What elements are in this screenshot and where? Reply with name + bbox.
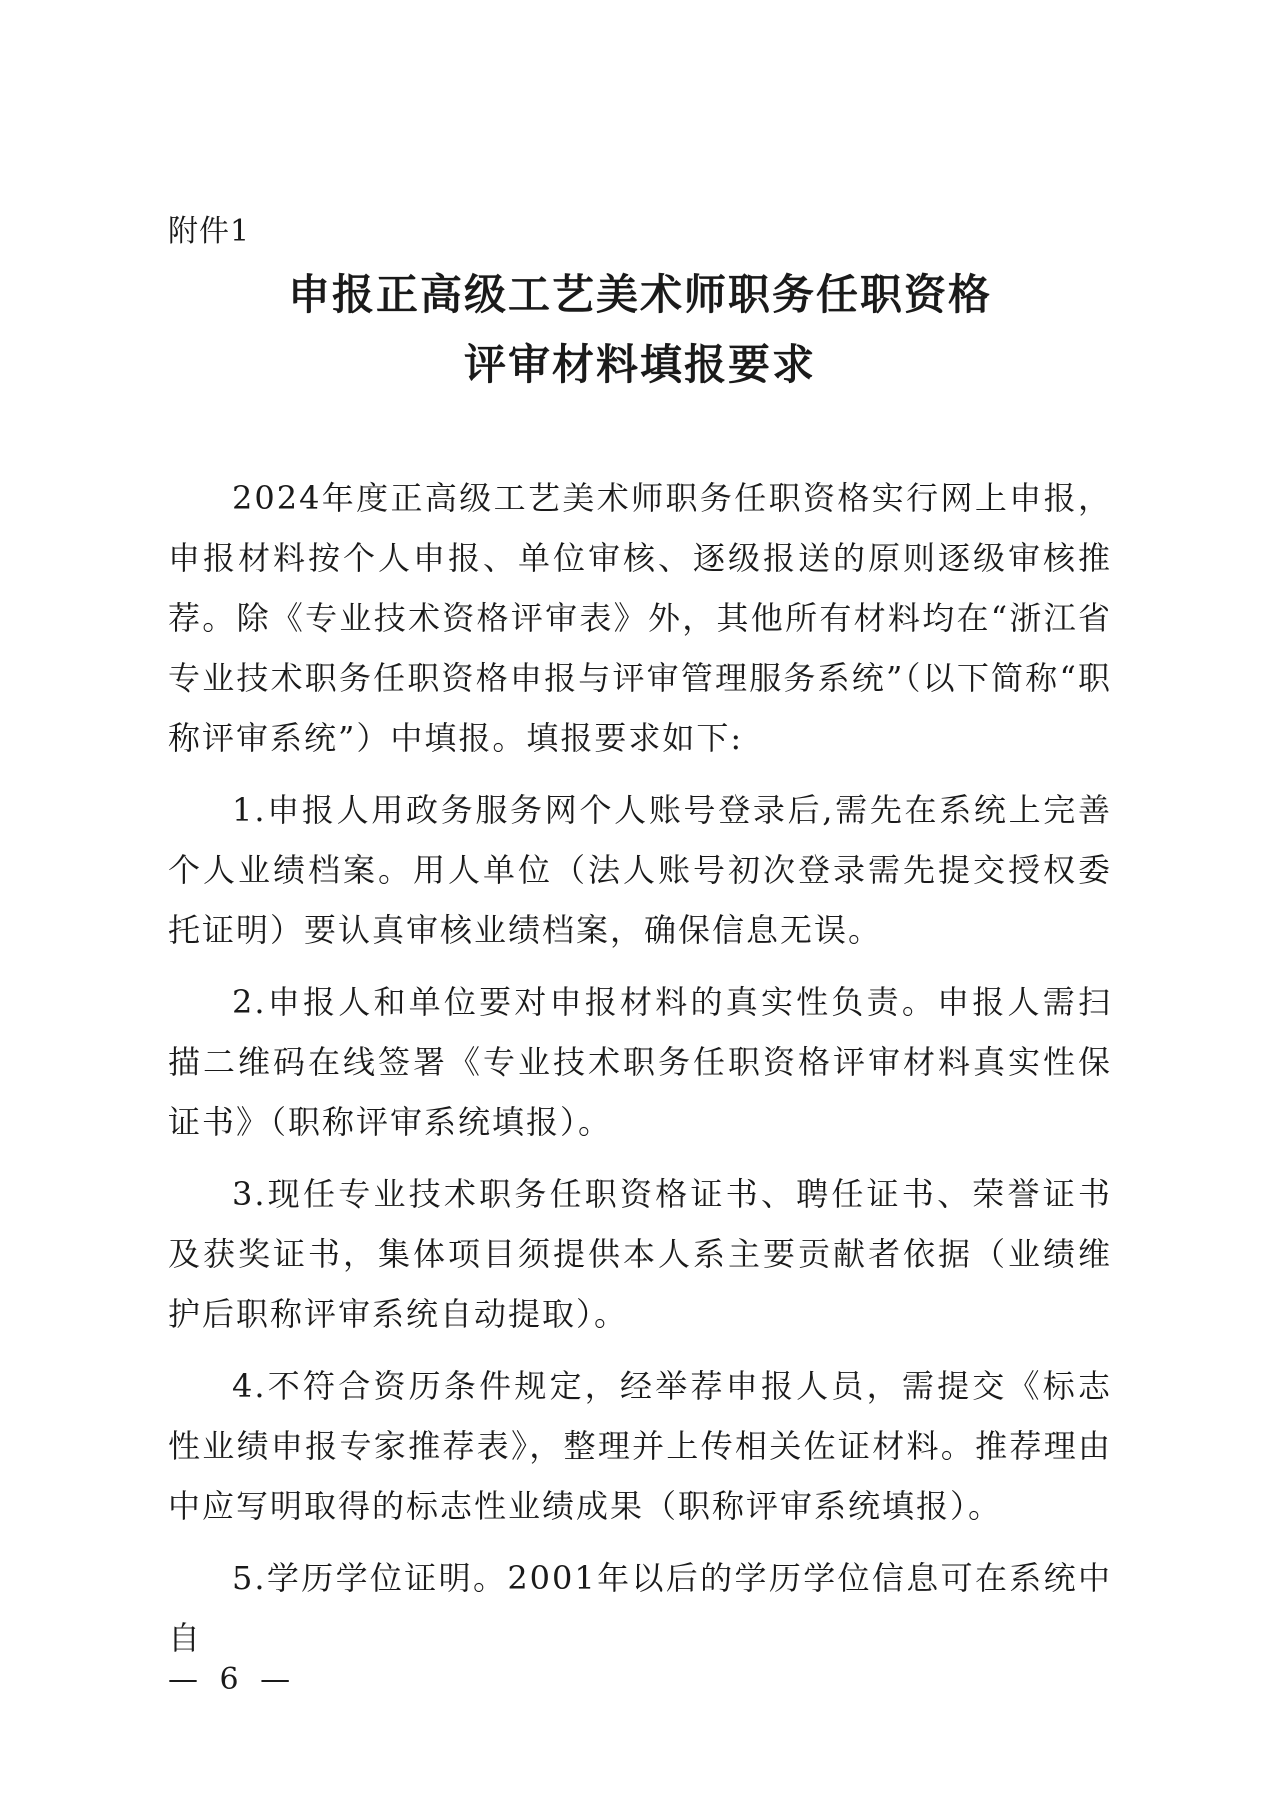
requirement-item-3: 3.现任专业技术职务任职资格证书、聘任证书、荣誉证书及获奖证书，集体项目须提供本人系主要贡献者依据（业绩维护后职称评审系统自动提取）。: [168, 1175, 1112, 1333]
requirement-item-1: 1.申报人用政务服务网个人账号登录后,需先在系统上完善个人业绩档案。用人单位（法人账号初次登录需先提交授权委托证明）要认真审核业绩档案，确保信息无误。: [168, 791, 1112, 949]
attachment-label: 附件1: [168, 214, 251, 249]
document-title-line-1: 申报正高级工艺美术师职务任职资格: [287, 270, 992, 319]
requirement-item-2: 2.申报人和单位要对申报材料的真实性负责。申报人需扫描二维码在线签署《专业技术职务任职资格评审材料真实性保证书》（职称评审系统填报）。: [168, 983, 1112, 1141]
document-title-line-2: 评审材料填报要求: [463, 340, 816, 389]
requirement-item-5: 5.学历学位证明。2001年以后的学历学位信息可在系统中自: [168, 1559, 1112, 1657]
page-number: — 6 —: [168, 1662, 297, 1697]
requirement-item-4: 4.不符合资历条件规定，经举荐申报人员，需提交《标志性业绩申报专家推荐表》，整理并上传相关佐证材料。推荐理由中应写明取得的标志性业绩成果（职称评审系统填报）。: [168, 1367, 1112, 1525]
document-body: [168, 468, 1112, 1680]
intro-paragraph: 2024年度正高级工艺美术师职务任职资格实行网上申报，申报材料按个人申报、单位审核、逐级报送的原则逐级审核推荐。除《专业技术资格评审表》外，其他所有材料均在“浙江省专业技术职务任职资格申报与评审管理服务系统”（以下简称“职称评审系统”）中填报。填报要求如下:: [168, 479, 1112, 757]
